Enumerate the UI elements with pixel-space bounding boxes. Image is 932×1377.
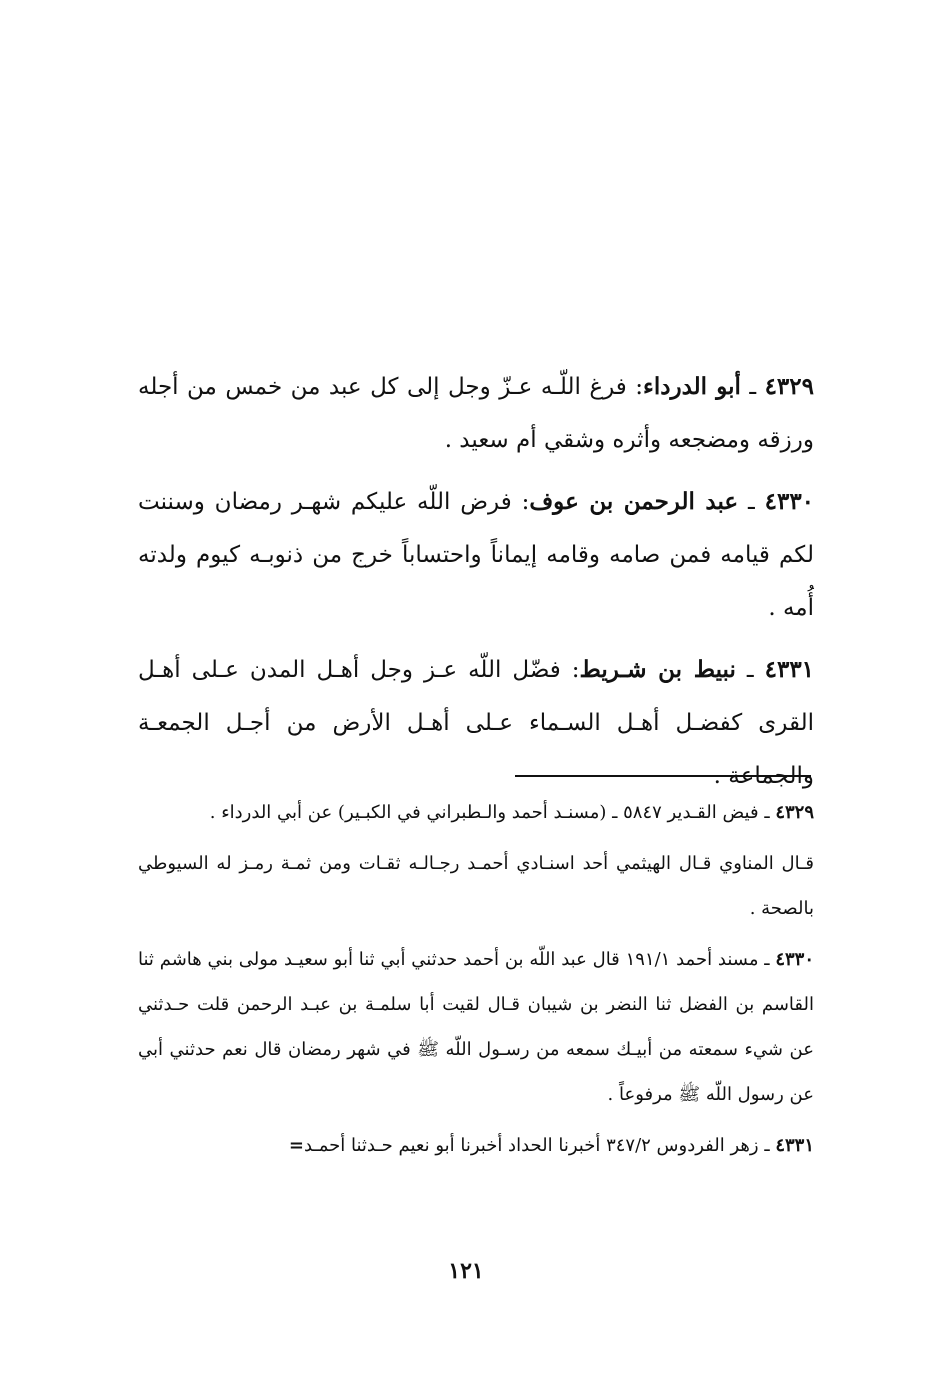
entry-colon: : bbox=[521, 489, 530, 515]
narrator-name: نبيط بن شـريط bbox=[579, 656, 736, 683]
main-text bbox=[138, 360, 814, 811]
hadith-text: فرغ اللّـه عـزّ وجل إلى كل عبد من خمس من أجله ورزقه ومضجعه وأثره وشقي أم سعيد . bbox=[138, 374, 814, 453]
footnote-dash: ـ bbox=[764, 802, 770, 823]
footnote-4329-comment bbox=[138, 841, 814, 931]
hadith-text: فضّل اللّه عـز وجل أهـل المدن عـلى أهـل القرى كفضـل أهـل السـماء عـلى أهـل الأرض من أجـل الجمعـة والجماعة . bbox=[138, 657, 814, 789]
hadith-entry-4330 bbox=[138, 475, 814, 635]
footnote-number: ٤٣٣٠ bbox=[775, 949, 815, 970]
footnotes bbox=[138, 790, 814, 1174]
entry-dash: ـ bbox=[748, 489, 755, 515]
entry-colon: : bbox=[635, 374, 644, 400]
narrator-name: عبد الرحمن بن عوف bbox=[529, 488, 739, 515]
entry-number: ٤٣٣١ bbox=[764, 656, 815, 683]
footnote-number: ٤٣٣١ bbox=[775, 1135, 814, 1156]
entry-colon: : bbox=[571, 657, 580, 683]
entry-number: ٤٣٢٩ bbox=[764, 373, 814, 400]
continuation-mark: = bbox=[288, 1135, 305, 1156]
footnote-text: قـال المناوي قـال الهيثمي أحد اسنـادي أحمـد رجـالـه ثقـات ومن ثمـة رمـز له السيوطي بالصحة . bbox=[138, 853, 814, 919]
entry-dash: ـ bbox=[746, 657, 754, 683]
entry-number: ٤٣٣٠ bbox=[764, 488, 815, 515]
footnote-dash: ـ bbox=[764, 949, 770, 970]
footnote-4330 bbox=[138, 937, 814, 1117]
page-number: ١٢١ bbox=[448, 1258, 484, 1284]
footnote-text: زهر الفردوس ٣٤٧/٢ أخبرنا الحداد أخبرنا أبو نعيم حـدثنا أحمـد bbox=[304, 1135, 759, 1156]
footnote-text: فيض القـدير ٥٨٤٧ ـ (مسنـد أحمد والـطبراني في الكبـير) عن أبي الدرداء . bbox=[209, 802, 759, 823]
hadith-entry-4329 bbox=[138, 360, 814, 467]
hadith-entry-4331 bbox=[138, 643, 814, 803]
entry-dash: ـ bbox=[749, 374, 757, 400]
hadith-text: فرض اللّه عليكم شهـر رمضان وسننت لكم قيامه فمن صامه وقامه إيماناً واحتساباً خرج من ذنوبـه كيوم ولدته أُمه . bbox=[138, 489, 814, 621]
footnote-text: مسند أحمد ١٩١/١ قال عبد اللّه بن أحمد حدثني أبي ثنا أبو سعيـد مولى بني هاشم ثنا القاسم بن الفضل ثنا النضر بن شيبان قـال لقيت أبا سلمـة بن عبـد الرحمن قلت حـدثني عن شيء سمعته من أبيـك سمعه من رسـول اللّه ﷺ في شهر رمضان قال نعم حدثني أبي عن رسول اللّه ﷺ مرفوعاً . bbox=[138, 949, 814, 1105]
narrator-name: أبو الدرداء bbox=[643, 373, 741, 400]
footnote-number: ٤٣٢٩ bbox=[775, 802, 814, 823]
footnote-4331 bbox=[138, 1123, 814, 1168]
footnote-dash: ـ bbox=[764, 1135, 770, 1156]
footnote-divider bbox=[515, 775, 811, 777]
footnote-4329 bbox=[138, 790, 814, 835]
